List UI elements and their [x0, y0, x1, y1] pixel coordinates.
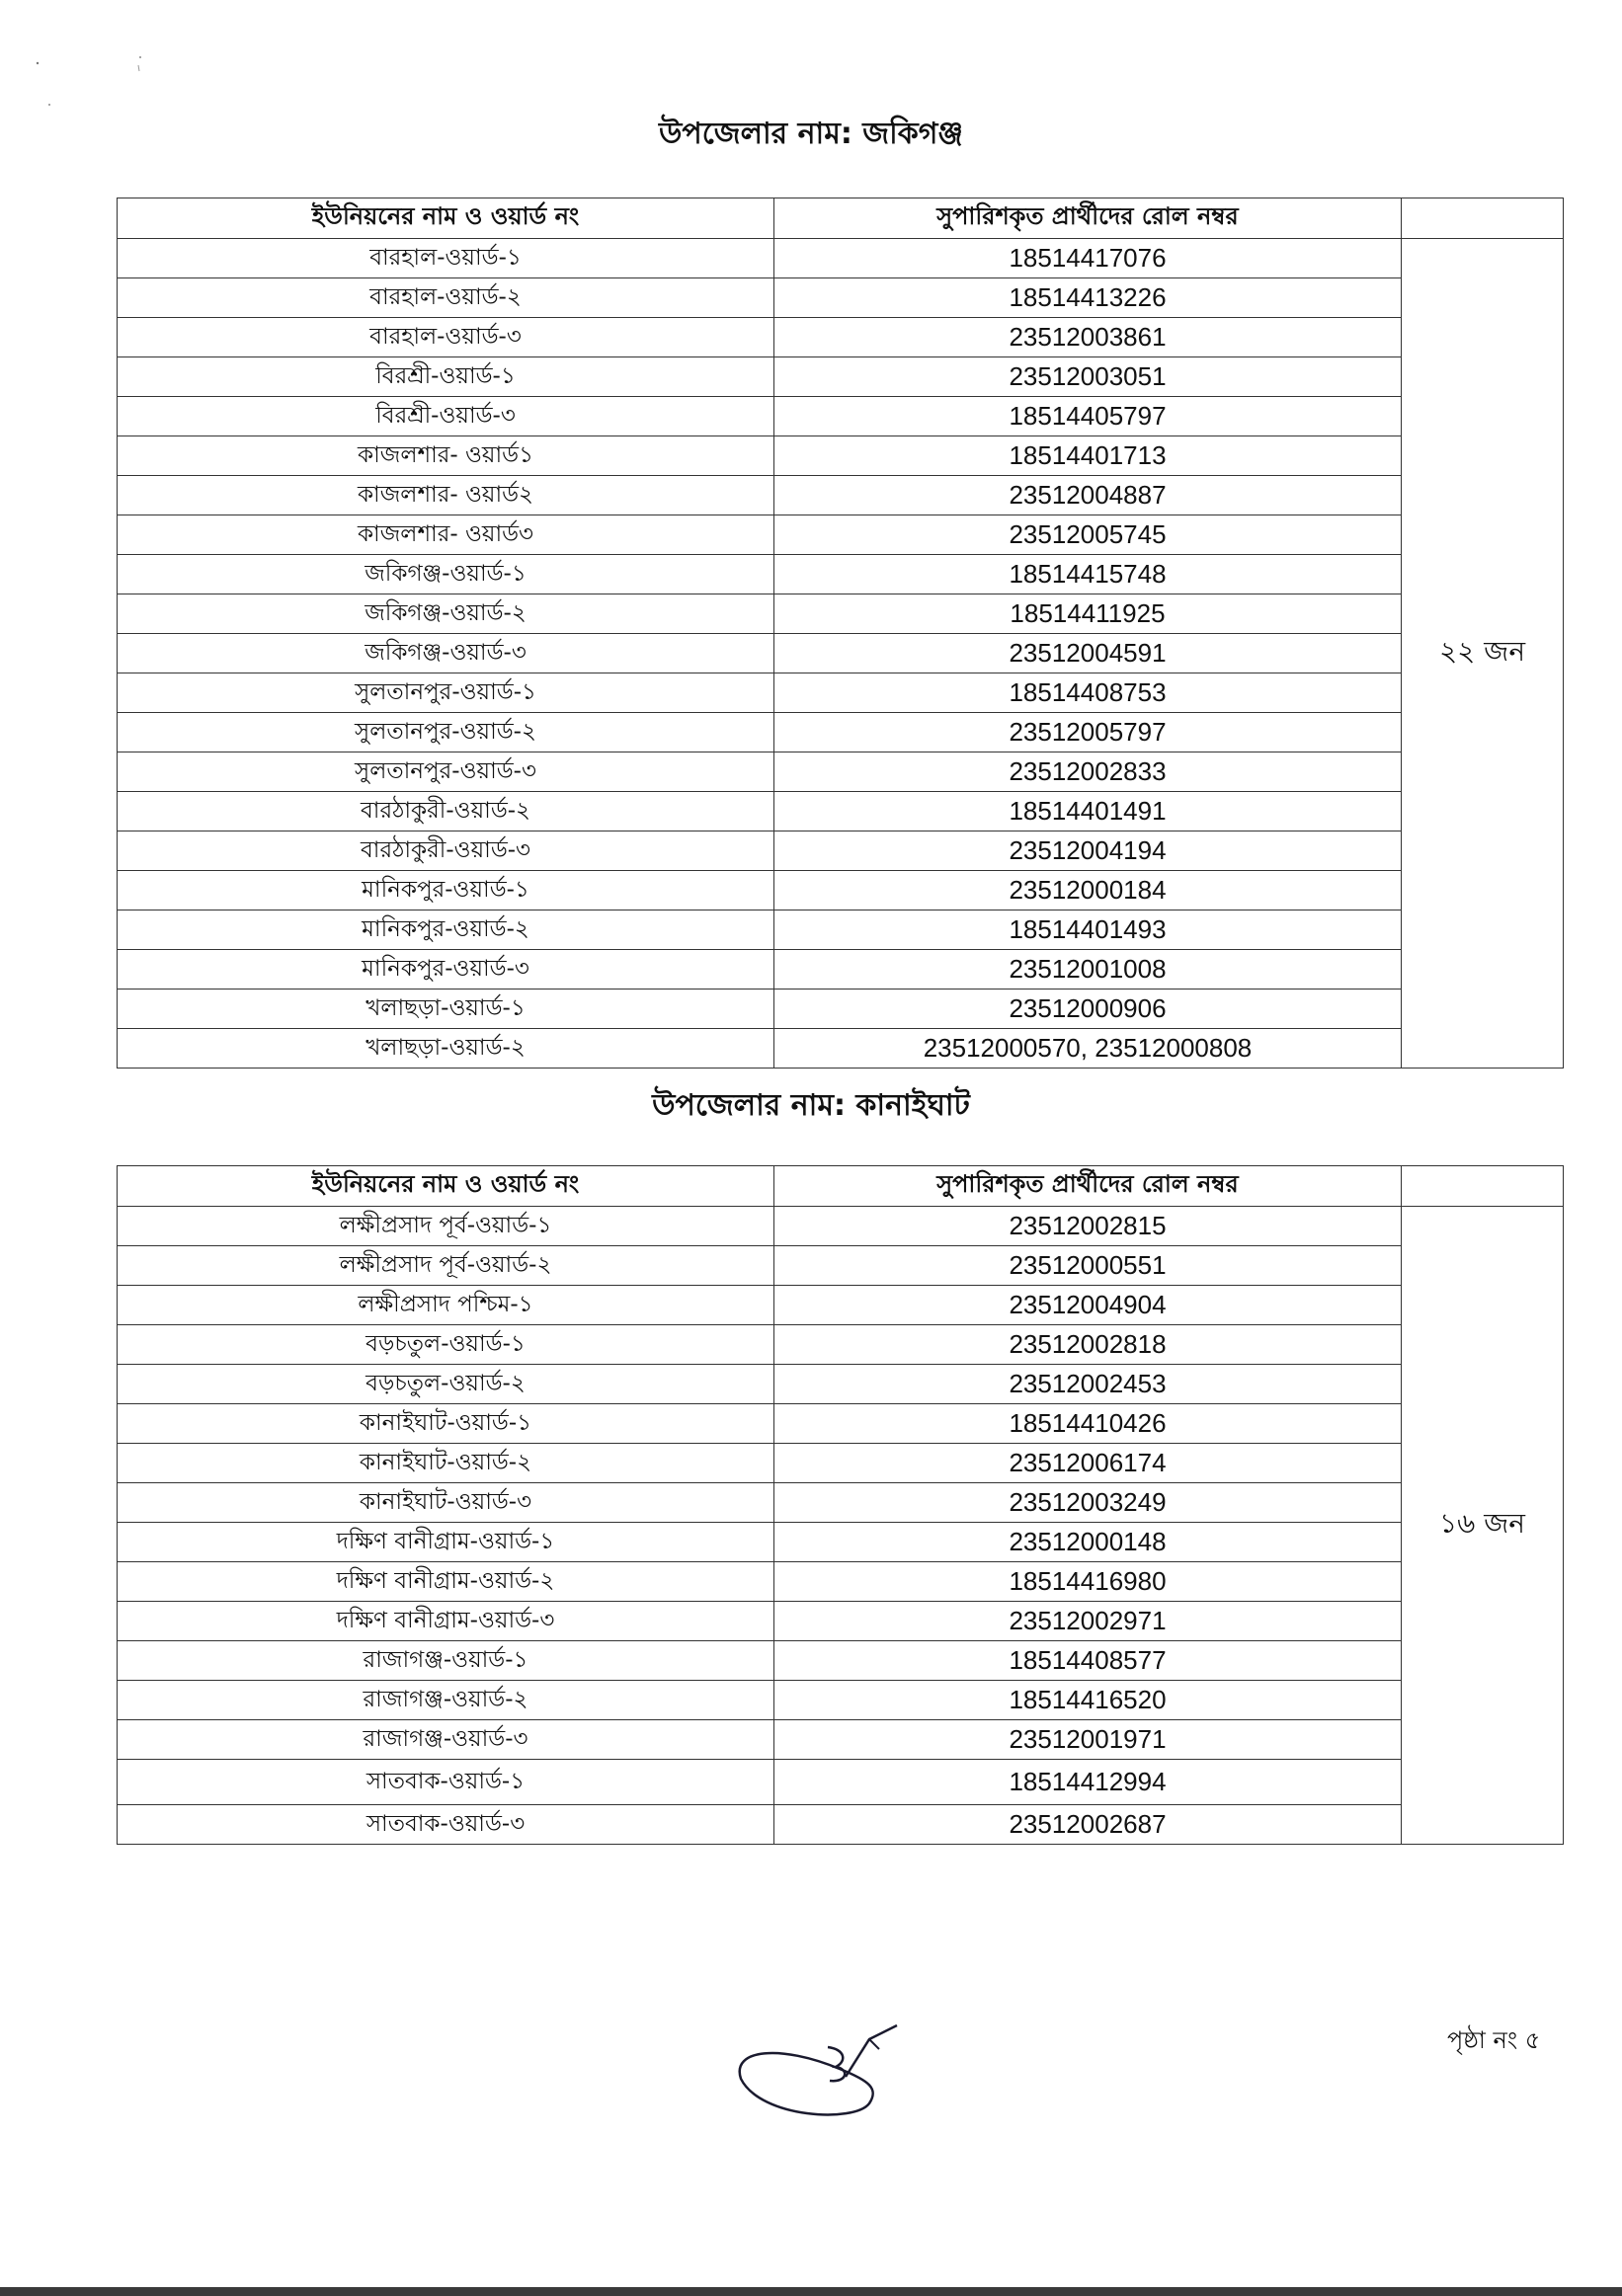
handwritten-signature: [721, 2019, 919, 2128]
table-row: [118, 831, 1564, 871]
union-ward-cell: খলাছড়া-ওয়ার্ড-১: [118, 990, 774, 1029]
roll-number-cell: 23512002971: [774, 1602, 1402, 1641]
union-ward-cell: জকিগঞ্জ-ওয়ার্ড-৩: [118, 634, 774, 673]
table-header-row: [118, 198, 1564, 239]
union-ward-cell: মানিকপুর-ওয়ার্ড-২: [118, 910, 774, 950]
roll-number-cell: 23512000906: [774, 990, 1402, 1029]
roll-number-cell: 23512005797: [774, 713, 1402, 752]
table-row: [118, 634, 1564, 673]
roll-number-cell: 18514416520: [774, 1681, 1402, 1720]
union-ward-cell: কানাইঘাট-ওয়ার্ড-২: [118, 1444, 774, 1483]
table-row: [118, 673, 1564, 713]
roll-number-cell: 18514410426: [774, 1404, 1402, 1444]
table-row: [118, 792, 1564, 831]
section-heading-kanaighat: উপজেলার নাম: কানাইঘাট: [652, 1088, 970, 1123]
table-row: [118, 357, 1564, 397]
table-row: [118, 397, 1564, 436]
roll-number-cell: 18514405797: [774, 397, 1402, 436]
column-header-union-ward: ইউনিয়নের নাম ও ওয়ার্ড নং: [118, 1166, 774, 1207]
roll-number-cell: 23512004887: [774, 476, 1402, 515]
table-row: [118, 1805, 1564, 1845]
table-row: [118, 1286, 1564, 1325]
table-row: [118, 1641, 1564, 1681]
table-row: [118, 1325, 1564, 1365]
table-body: [118, 1207, 1564, 1845]
table-row: [118, 1523, 1564, 1562]
roll-number-cell: 18514401491: [774, 792, 1402, 831]
union-ward-cell: বারঠাকুরী-ওয়ার্ড-৩: [118, 831, 774, 871]
scan-specks: [30, 49, 158, 119]
page-number: পৃষ্ঠা নং ৫: [1447, 2026, 1541, 2054]
union-ward-cell: রাজাগঞ্জ-ওয়ার্ড-৩: [118, 1720, 774, 1760]
union-ward-cell: দক্ষিণ বানীগ্রাম-ওয়ার্ড-২: [118, 1562, 774, 1602]
roll-number-cell: 23512000184: [774, 871, 1402, 910]
table-body: [118, 239, 1564, 1069]
table-row: [118, 1444, 1564, 1483]
table-row: [118, 1029, 1564, 1069]
union-ward-cell: মানিকপুর-ওয়ার্ড-১: [118, 871, 774, 910]
table-row: [118, 555, 1564, 594]
union-ward-cell: কাজলশার- ওয়ার্ড২: [118, 476, 774, 515]
column-header-roll-numbers: সুপারিশকৃত প্রার্থীদের রোল নম্বর: [774, 1166, 1402, 1207]
union-ward-cell: রাজাগঞ্জ-ওয়ার্ড-২: [118, 1681, 774, 1720]
roll-number-cell: 23512000148: [774, 1523, 1402, 1562]
table-row: [118, 1365, 1564, 1404]
roll-number-cell: 18514415748: [774, 555, 1402, 594]
union-ward-cell: বারঠাকুরী-ওয়ার্ড-২: [118, 792, 774, 831]
roll-number-cell: 23512003051: [774, 357, 1402, 397]
roll-number-cell: 18514401713: [774, 436, 1402, 476]
roll-number-cell: 23512005745: [774, 515, 1402, 555]
table-row: [118, 950, 1564, 990]
union-ward-cell: লক্ষীপ্রসাদ পূর্ব-ওয়ার্ড-১: [118, 1207, 774, 1246]
union-ward-cell: জকিগঞ্জ-ওয়ার্ড-২: [118, 594, 774, 634]
union-ward-cell: সুলতানপুর-ওয়ার্ড-৩: [118, 752, 774, 792]
union-ward-cell: কানাইঘাট-ওয়ার্ড-১: [118, 1404, 774, 1444]
table-row: [118, 1207, 1564, 1246]
roll-number-cell: 23512002815: [774, 1207, 1402, 1246]
roll-number-cell: 18514417076: [774, 239, 1402, 278]
roll-number-cell: 23512002687: [774, 1805, 1402, 1845]
roll-number-cell: 18514411925: [774, 594, 1402, 634]
union-ward-cell: লক্ষীপ্রসাদ পূর্ব-ওয়ার্ড-২: [118, 1246, 774, 1286]
union-ward-cell: বিরশ্রী-ওয়ার্ড-১: [118, 357, 774, 397]
roll-number-cell: 23512000570, 23512000808: [774, 1029, 1402, 1069]
table-row: [118, 910, 1564, 950]
table-row: [118, 990, 1564, 1029]
roll-number-cell: 18514416980: [774, 1562, 1402, 1602]
total-count-cell: ১৬ জন: [1402, 1207, 1564, 1845]
roll-number-cell: 23512000551: [774, 1246, 1402, 1286]
union-ward-cell: বিরশ্রী-ওয়ার্ড-৩: [118, 397, 774, 436]
table-row: [118, 1562, 1564, 1602]
union-ward-cell: দক্ষিণ বানীগ্রাম-ওয়ার্ড-১: [118, 1523, 774, 1562]
table-header-row: [118, 1166, 1564, 1207]
table-row: [118, 1602, 1564, 1641]
union-ward-cell: মানিকপুর-ওয়ার্ড-৩: [118, 950, 774, 990]
column-header-roll-numbers: সুপারিশকৃত প্রার্থীদের রোল নম্বর: [774, 198, 1402, 239]
union-ward-cell: সাতবাক-ওয়ার্ড-৩: [118, 1805, 774, 1845]
roll-number-cell: 23512001008: [774, 950, 1402, 990]
table-row: [118, 515, 1564, 555]
union-ward-cell: বারহাল-ওয়ার্ড-১: [118, 239, 774, 278]
union-ward-cell: বারহাল-ওয়ার্ড-৩: [118, 318, 774, 357]
union-ward-cell: সুলতানপুর-ওয়ার্ড-১: [118, 673, 774, 713]
roll-number-cell: 18514408753: [774, 673, 1402, 713]
table-row: [118, 594, 1564, 634]
table-row: [118, 1760, 1564, 1805]
total-count-cell: ২২ জন: [1402, 239, 1564, 1069]
union-ward-cell: লক্ষীপ্রসাদ পশ্চিম-১: [118, 1286, 774, 1325]
table-row: [118, 239, 1564, 278]
union-ward-cell: বারহাল-ওয়ার্ড-২: [118, 278, 774, 318]
union-ward-cell: বড়চতুল-ওয়ার্ড-২: [118, 1365, 774, 1404]
union-ward-cell: কাজলশার- ওয়ার্ড৩: [118, 515, 774, 555]
union-ward-cell: কাজলশার- ওয়ার্ড১: [118, 436, 774, 476]
table-row: [118, 752, 1564, 792]
roll-number-cell: 23512003861: [774, 318, 1402, 357]
recommendation-table-zakiganj: [117, 198, 1564, 1069]
union-ward-cell: কানাইঘাট-ওয়ার্ড-৩: [118, 1483, 774, 1523]
table-row: [118, 1246, 1564, 1286]
table-row: [118, 278, 1564, 318]
table-row: [118, 871, 1564, 910]
column-header-union-ward: ইউনিয়নের নাম ও ওয়ার্ড নং: [118, 198, 774, 239]
union-ward-cell: বড়চতুল-ওয়ার্ড-১: [118, 1325, 774, 1365]
column-header-total: [1402, 1166, 1564, 1207]
scan-bottom-edge: [0, 2287, 1622, 2296]
union-ward-cell: সাতবাক-ওয়ার্ড-১: [118, 1760, 774, 1805]
table-row: [118, 713, 1564, 752]
table-row: [118, 476, 1564, 515]
roll-number-cell: 23512006174: [774, 1444, 1402, 1483]
roll-number-cell: 23512001971: [774, 1720, 1402, 1760]
roll-number-cell: 18514412994: [774, 1760, 1402, 1805]
union-ward-cell: দক্ষিণ বানীগ্রাম-ওয়ার্ড-৩: [118, 1602, 774, 1641]
union-ward-cell: রাজাগঞ্জ-ওয়ার্ড-১: [118, 1641, 774, 1681]
roll-number-cell: 23512002818: [774, 1325, 1402, 1365]
table-row: [118, 318, 1564, 357]
table-row: [118, 1483, 1564, 1523]
roll-number-cell: 23512004591: [774, 634, 1402, 673]
table-row: [118, 1681, 1564, 1720]
table-row: [118, 436, 1564, 476]
recommendation-table-kanaighat: [117, 1165, 1564, 1845]
union-ward-cell: সুলতানপুর-ওয়ার্ড-২: [118, 713, 774, 752]
roll-number-cell: 23512004904: [774, 1286, 1402, 1325]
union-ward-cell: খলাছড়া-ওয়ার্ড-২: [118, 1029, 774, 1069]
roll-number-cell: 23512004194: [774, 831, 1402, 871]
table-row: [118, 1720, 1564, 1760]
roll-number-cell: 23512002833: [774, 752, 1402, 792]
table-row: [118, 1404, 1564, 1444]
column-header-total: [1402, 198, 1564, 239]
roll-number-cell: 18514401493: [774, 910, 1402, 950]
union-ward-cell: জকিগঞ্জ-ওয়ার্ড-১: [118, 555, 774, 594]
roll-number-cell: 23512002453: [774, 1365, 1402, 1404]
roll-number-cell: 18514413226: [774, 278, 1402, 318]
roll-number-cell: 23512003249: [774, 1483, 1402, 1523]
section-heading-zakiganj: উপজেলার নাম: জকিগঞ্জ: [658, 117, 964, 151]
roll-number-cell: 18514408577: [774, 1641, 1402, 1681]
